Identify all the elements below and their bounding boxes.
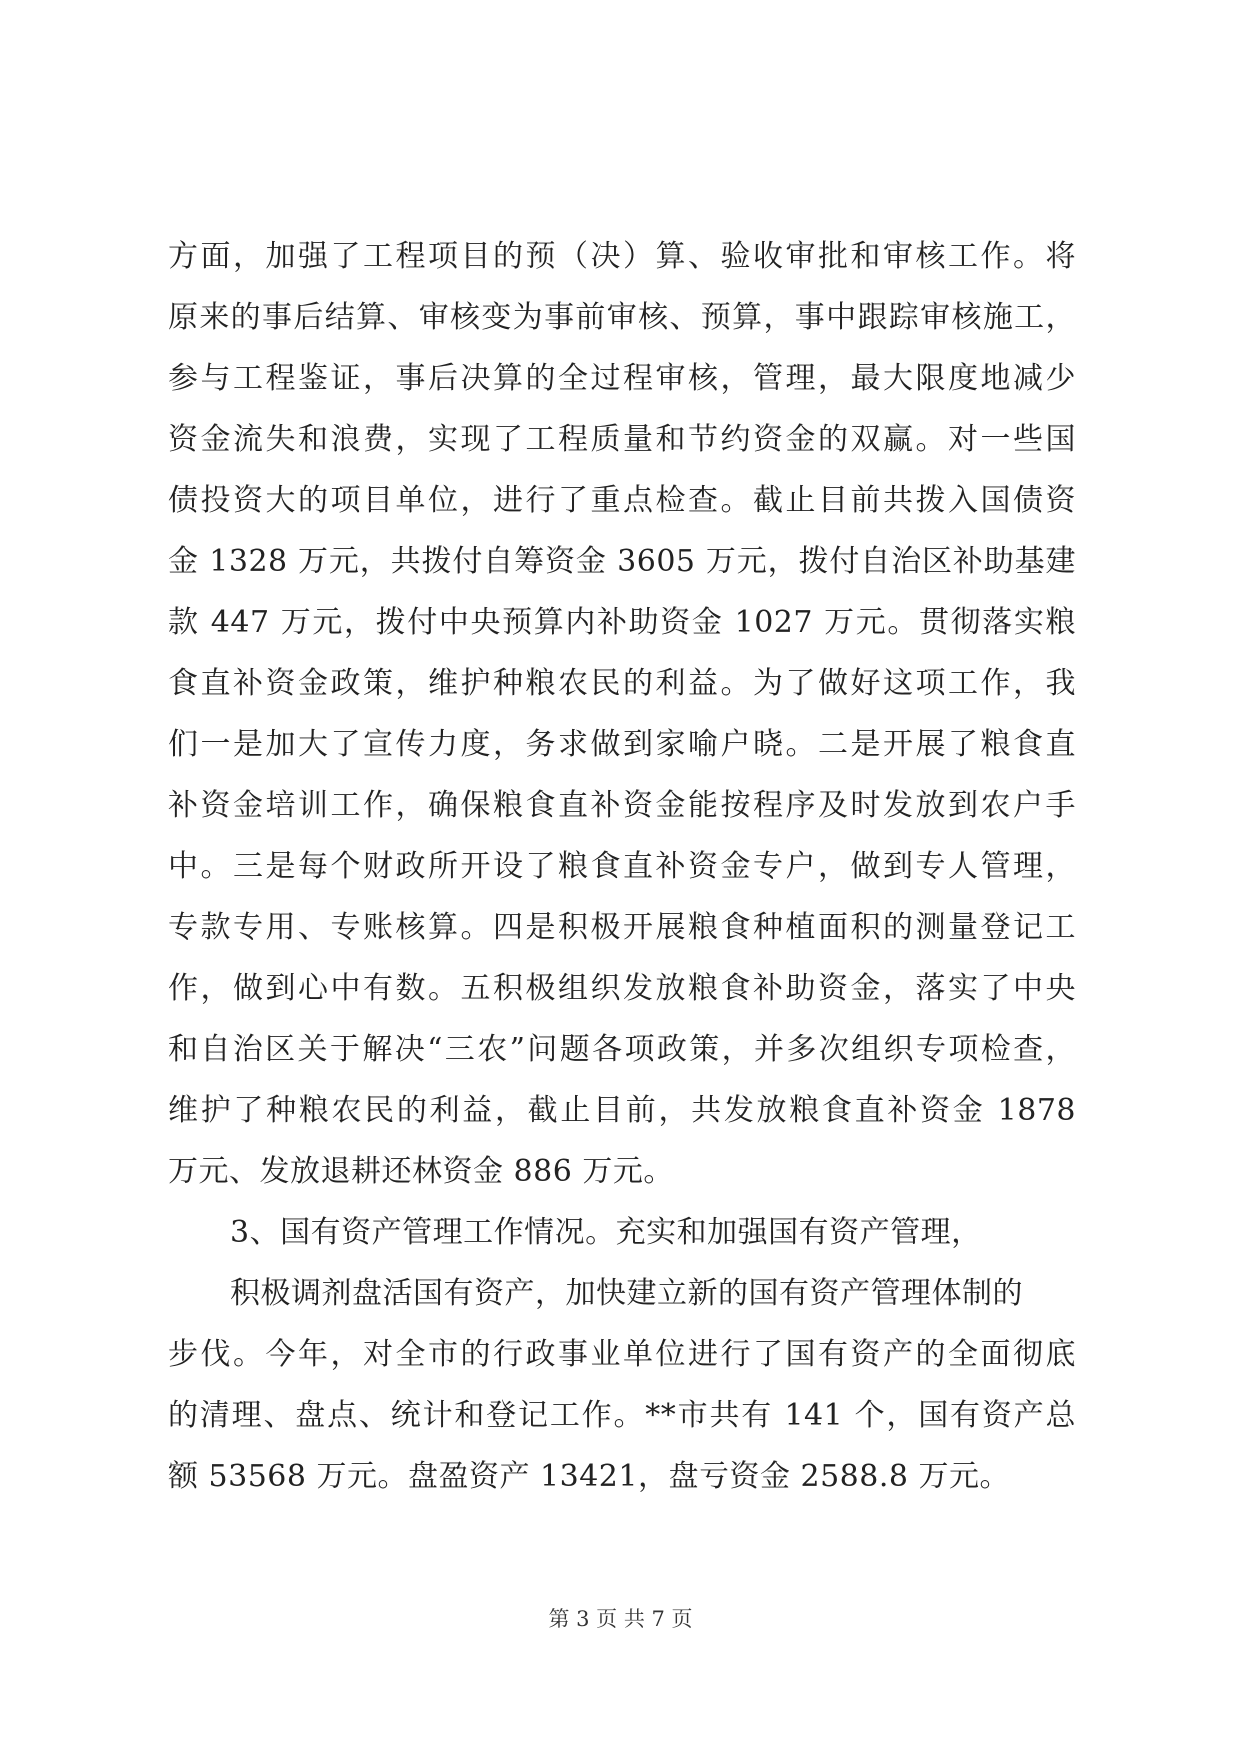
text-line: 参与工程鉴证，事后决算的全过程审核，管理，最大限度地减少 — [168, 361, 1076, 396]
section-heading-line: 3、国有资产管理工作情况。充实和加强国有资产管理， — [230, 1215, 982, 1250]
text-line: 步伐。今年，对全市的行政事业单位进行了国有资产的全面彻底 — [168, 1337, 1076, 1372]
text-line: 维护了种粮农民的利益，截止目前，共发放粮食直补资金 1878 — [168, 1093, 1076, 1128]
page-number-footer: 第 3 页 共 7 页 — [548, 1607, 693, 1631]
text-line: 债投资大的项目单位，进行了重点检查。截止目前共拨入国债资 — [168, 483, 1076, 518]
text-line: 原来的事后结算、审核变为事前审核、预算，事中跟踪审核施工， — [168, 300, 1076, 335]
text-line: 和自治区关于解决“三农”问题各项政策，并多次组织专项检查， — [168, 1032, 1076, 1067]
text-line: 们一是加大了宣传力度，务求做到家喻户晓。二是开展了粮食直 — [168, 727, 1076, 762]
text-line: 专款专用、专账核算。四是积极开展粮食种植面积的测量登记工 — [168, 910, 1076, 945]
text-line: 资金流失和浪费，实现了工程质量和节约资金的双赢。对一些国 — [168, 422, 1076, 457]
document-body — [168, 226, 1076, 1507]
text-line: 款 447 万元，拨付中央预算内补助资金 1027 万元。贯彻落实粮 — [168, 605, 1076, 640]
text-line: 食直补资金政策，维护种粮农民的利益。为了做好这项工作，我 — [168, 666, 1076, 701]
text-line: 补资金培训工作，确保粮食直补资金能按程序及时发放到农户手 — [168, 788, 1076, 823]
text-line: 的清理、盘点、统计和登记工作。**市共有 141 个，国有资产总 — [168, 1398, 1076, 1433]
text-line: 万元、发放退耕还林资金 886 万元。 — [168, 1154, 674, 1189]
text-line: 金 1328 万元，共拨付自筹资金 3605 万元，拨付自治区补助基建 — [168, 544, 1076, 579]
text-line: 方面，加强了工程项目的预（决）算、验收审批和审核工作。将 — [168, 239, 1076, 274]
text-line: 作，做到心中有数。五积极组织发放粮食补助资金，落实了中央 — [168, 971, 1076, 1006]
text-line: 积极调剂盘活国有资产，加快建立新的国有资产管理体制的 — [230, 1276, 1023, 1311]
text-line: 额 53568 万元。盘盈资产 13421，盘亏资金 2588.8 万元。 — [168, 1459, 1011, 1494]
text-line: 中。三是每个财政所开设了粮食直补资金专户，做到专人管理， — [168, 849, 1076, 884]
